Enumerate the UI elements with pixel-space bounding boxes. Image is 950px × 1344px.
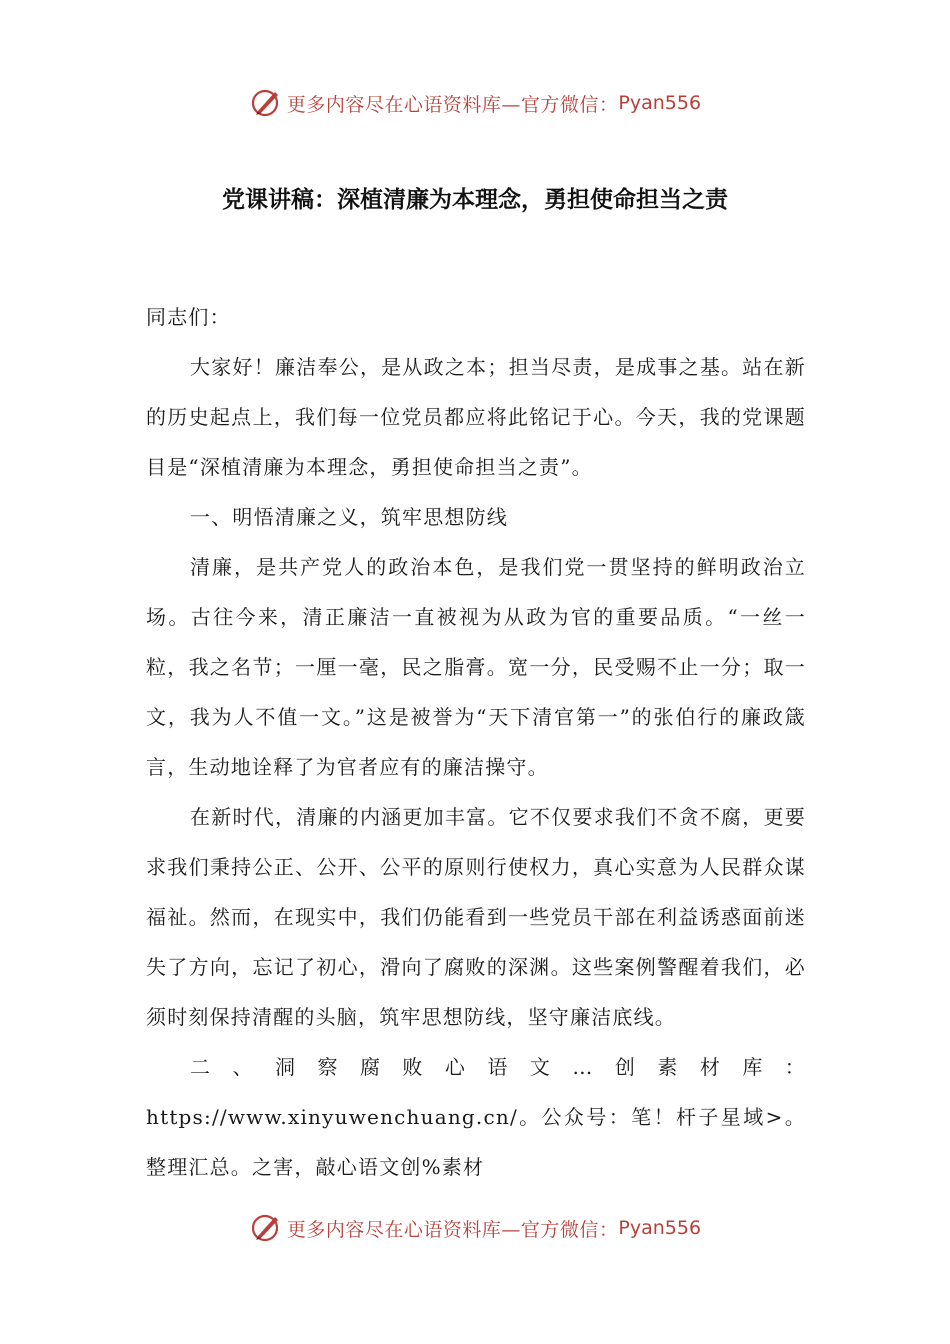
intro-paragraph: 大家好！廉洁奉公，是从政之本；担当尽责，是成事之基。站在新的历史起点上，我们每一位党员都应将此铭记于心。今天，我的党课题目是“深植清廉为本理念，勇担使命担当之责”。 xyxy=(146,355,806,479)
header-watermark xyxy=(0,83,950,123)
watermark-handle: Pyan556 xyxy=(618,92,702,114)
body-paragraph: 在新时代，清廉的内涵更加丰富。它不仅要求我们不贪不腐，更要求我们秉持公正、公开、公平的原则行使权力，真心实意为人民群众谋福祉。然而，在现实中，我们仍能看到一些党员干部在利益诱惑面前迷失了方向，忘记了初心，滑向了腐败的深渊。这些案例警醒着我们，必须时刻保持清醒的头脑，筑牢思想防线，坚守廉洁底线。 xyxy=(146,805,806,1029)
watermark-text: 更多内容尽在心语资料库—官方微信： xyxy=(286,1218,619,1241)
document-body xyxy=(146,292,806,1192)
section-heading-2: 二、洞察腐败心语文…创素材库：https://www.xinyuwenchuang.cn/。公众号：笔！杆子星域>。整理汇总。之害，敲心语文创%素材 xyxy=(146,1055,806,1179)
pen-logo-icon xyxy=(249,86,283,120)
watermark-handle: Pyan556 xyxy=(618,1217,702,1239)
footer-watermark xyxy=(0,1208,950,1248)
salutation: 同志们： xyxy=(146,305,231,329)
document-title: 党课讲稿：深植清廉为本理念，勇担使命担当之责 xyxy=(222,187,728,213)
body-paragraph: 清廉，是共产党人的政治本色，是我们党一贯坚持的鲜明政治立场。古往今来，清正廉洁一直被视为从政为官的重要品质。“一丝一粒，我之名节；一厘一毫，民之脂膏。宽一分，民受赐不止一分；取一文，我为人不值一文。”这是被誉为“天下清官第一”的张伯行的廉政箴言，生动地诠释了为官者应有的廉洁操守。 xyxy=(146,555,806,779)
pen-logo-icon xyxy=(249,1211,283,1245)
section-heading-1: 一、明悟清廉之义，筑牢思想防线 xyxy=(190,505,508,529)
watermark-text: 更多内容尽在心语资料库—官方微信： xyxy=(286,93,619,116)
